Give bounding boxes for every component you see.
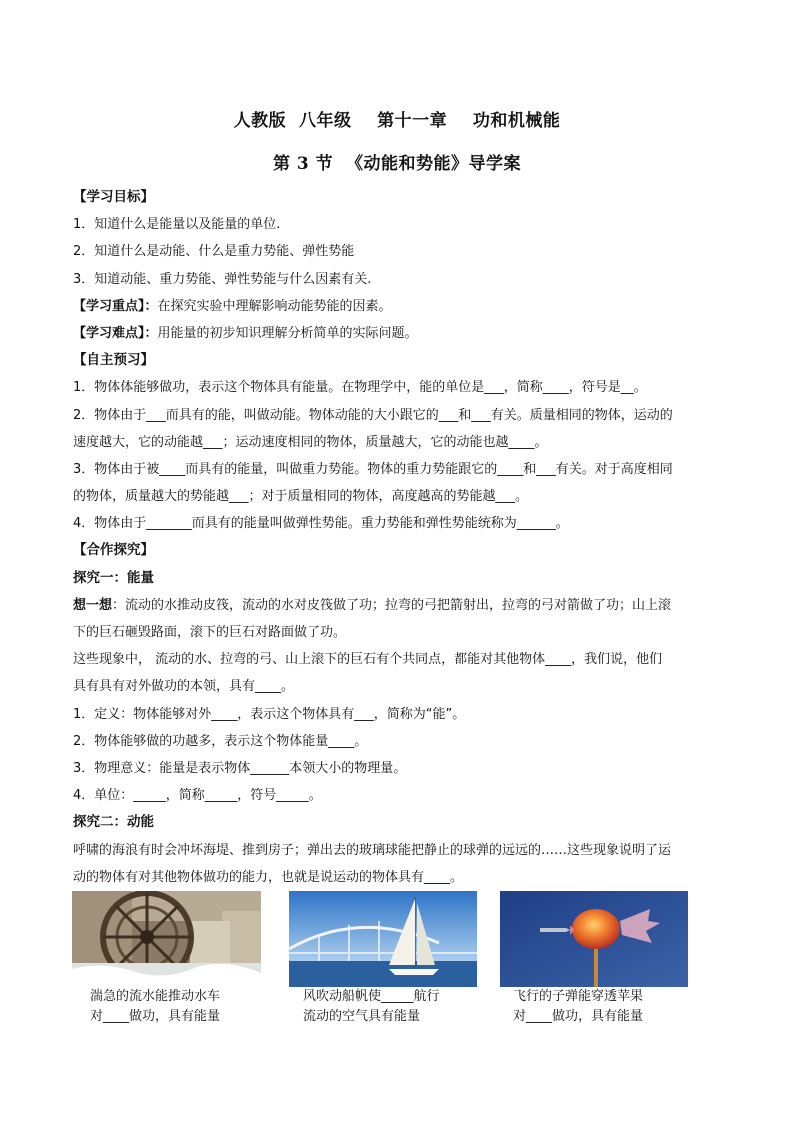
- key-point-text: 在探究实验中理解影响动能势能的因素。: [157, 298, 392, 314]
- think-line-a: [73, 592, 723, 619]
- sailboat-image: [289, 891, 477, 987]
- key-point-label: 【学习重点】：: [73, 298, 158, 314]
- definition-item-1: 1．定义：物体能够对外____，表示这个物体具有___，简称为“能”。: [73, 706, 466, 722]
- difficulty-label: 【学习难点】：: [73, 325, 158, 341]
- wave-line-a: 呼啸的海浪有时会冲坏海堤、推到房子；弹出去的玻璃球能把静止的球弹的远远的……这些现象说明了运: [73, 842, 672, 858]
- preview-item-1: 1．物体体能够做功，表示这个物体具有能量。在物理学中，能的单位是___，简称____，符号是__。: [73, 380, 647, 396]
- water-wheel-caption-line-1: 湍急的流水能推动水车: [90, 989, 221, 1004]
- self-preview-heading: 【自主预习】: [73, 352, 154, 369]
- preview-item-2b: 速度越大，它的动能越___；运动速度相同的物体，质量越大，它的动能也越____。: [73, 434, 548, 450]
- definition-item-3: 3．物理意义：能量是表示物体______本领大小的物理量。: [73, 760, 407, 776]
- think-text-a: ：流动的水推动皮筏，流动的水对皮筏做了功；拉弯的弓把箭射出，拉弯的弓对箭做了功；山上滚: [112, 597, 672, 613]
- sailboat-caption-line-1: 风吹动船帆使_____航行: [303, 989, 440, 1004]
- difficulty-text: 用能量的初步知识理解分析简单的实际问题。: [157, 325, 418, 341]
- water-wheel-caption-line-2: 对____做功，具有能量: [90, 1009, 221, 1024]
- inquiry-1-heading: 探究一：能量: [73, 569, 154, 586]
- goal-item-2: 2．知道什么是动能、什么是重力势能、弹性势能: [73, 244, 355, 260]
- think-label: 想一想: [73, 597, 113, 613]
- worksheet-body: [73, 184, 723, 891]
- bullet-apple-image: [500, 891, 688, 987]
- observation-line-a: 这些现象中， 流动的水、拉弯的弓、山上滚下的巨石有个共同点，都能对其他物体____，我们说，他们: [73, 652, 663, 668]
- preview-item-2a: 2．物体由于___而具有的能，叫做动能。物体动能的大小跟它的___和___有关。质量相同的物体，运动的: [73, 407, 673, 423]
- difficulty-line: [73, 320, 723, 347]
- preview-item-3a: 3．物体由于被____而具有的能量，叫做重力势能。物体的重力势能跟它的____和___有关。对于高度相同: [73, 461, 673, 477]
- bullet-apple-caption: [513, 987, 643, 1027]
- key-point-line: [73, 293, 723, 320]
- definition-item-4: 4．单位：_____，简称_____，符号_____。: [73, 788, 322, 804]
- learning-goals-heading: 【学习目标】: [73, 189, 154, 205]
- water-wheel-caption: [90, 987, 220, 1027]
- wave-line-b: 动的物体有对其他物体做功的能力，也就是说运动的物体具有____。: [73, 869, 464, 885]
- inquiry-2-heading: 探究二：动能: [73, 814, 154, 831]
- sailboat-caption-line-2: 流动的空气具有能量: [303, 1009, 421, 1024]
- goal-item-3: 3．知道动能、重力势能、弹性势能与什么因素有关.: [73, 271, 372, 287]
- bullet-apple-caption-line-2: 对____做功，具有能量: [513, 1009, 644, 1024]
- think-line-b: 下的巨石砸毁路面，滚下的巨石对路面做了功。: [73, 625, 347, 640]
- goal-item-1: 1．知道什么是能量以及能量的单位.: [73, 217, 281, 233]
- lesson-title: 第 3 节 《动能和势能》导学案: [272, 154, 521, 174]
- preview-item-3b: 的物体，质量越大的势能越___；对于质量相同的物体，高度越高的势能越___。: [73, 489, 529, 505]
- bullet-apple-caption-line-1: 飞行的子弹能穿透苹果: [513, 989, 644, 1004]
- sailboat-caption: [303, 987, 440, 1027]
- water-wheel-image: [72, 891, 261, 987]
- document-title: 人教版 八年级 第十一章 功和机械能: [233, 111, 561, 131]
- preview-item-4: 4．物体由于_______而具有的能量叫做弹性势能。重力势能和弹性势能统称为______。: [73, 516, 569, 532]
- cooperative-inquiry-heading: 【合作探究】: [73, 542, 154, 559]
- definition-item-2: 2．物体能够做的功越多，表示这个物体能量____。: [73, 733, 368, 749]
- observation-line-b: 具有具有对外做功的本领，具有____。: [73, 679, 295, 695]
